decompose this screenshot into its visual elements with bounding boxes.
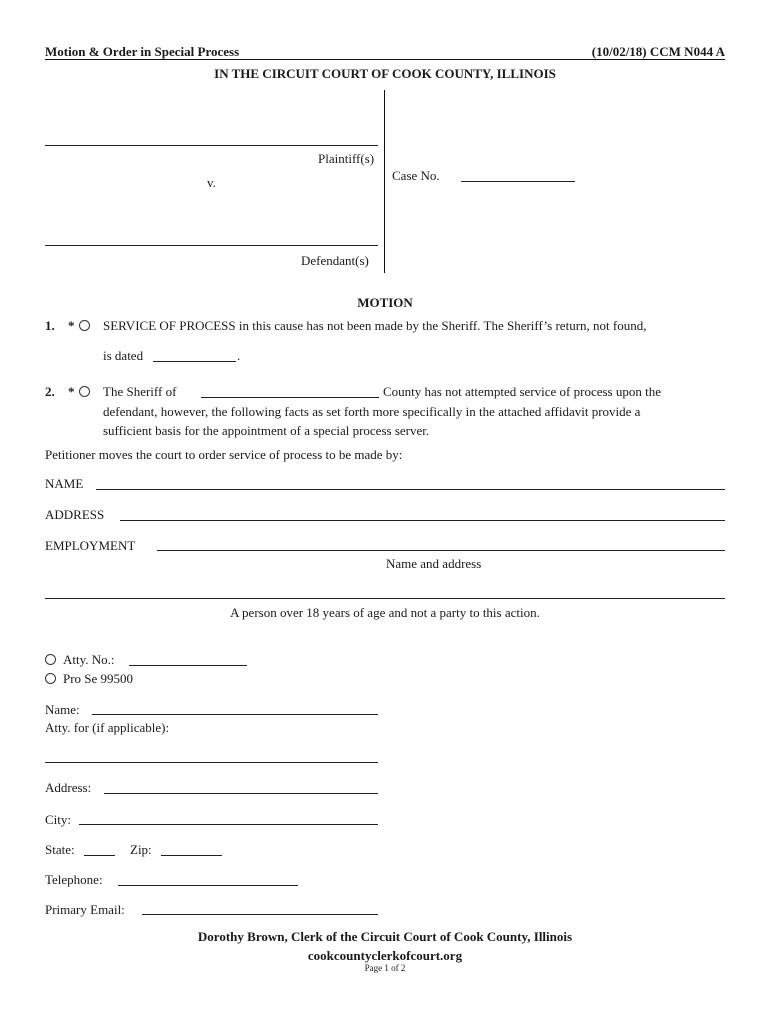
server-name-label: NAME xyxy=(45,476,84,491)
pro-se-label: Pro Se 99500 xyxy=(63,671,134,686)
form-code: (10/02/18) CCM N044 A xyxy=(591,44,725,59)
atty-name-line[interactable] xyxy=(92,714,378,715)
server-address-label: ADDRESS xyxy=(45,507,105,522)
zip-line[interactable] xyxy=(161,855,222,856)
versus-label: v. xyxy=(207,175,216,190)
form-title: Motion & Order in Special Process xyxy=(45,44,240,59)
server-employment-label: EMPLOYMENT xyxy=(45,538,136,553)
item1-period: . xyxy=(237,348,241,363)
item1-radio[interactable] xyxy=(79,320,90,331)
header-rule xyxy=(45,59,725,60)
server-name-line[interactable] xyxy=(96,489,725,490)
atty-name-label: Name: xyxy=(45,702,80,717)
plaintiff-line[interactable] xyxy=(45,145,378,146)
atty-for-line[interactable] xyxy=(45,762,378,763)
server-address-line[interactable] xyxy=(120,520,725,521)
item2-suffix: County has not attempted service of process upon the xyxy=(383,384,661,399)
item2-radio[interactable] xyxy=(79,386,90,397)
name-and-address-caption: Name and address xyxy=(386,556,482,571)
page-number: Page 1 of 2 xyxy=(364,963,406,973)
city-line[interactable] xyxy=(79,824,378,825)
pro-se-radio[interactable] xyxy=(45,673,56,684)
defendant-label: Defendant(s) xyxy=(301,253,369,268)
atty-no-label: Atty. No.: xyxy=(63,652,115,667)
clerk-website: cookcountyclerkofcourt.org xyxy=(307,948,463,963)
case-no-label: Case No. xyxy=(392,168,440,183)
state-line[interactable] xyxy=(84,855,115,856)
defendant-line[interactable] xyxy=(45,245,378,246)
sheriff-county-line[interactable] xyxy=(201,397,379,398)
case-no-line[interactable] xyxy=(461,181,575,182)
item1-text: SERVICE OF PROCESS in this cause has not been made by the Sheriff. The Sheriff’s return, not found, xyxy=(103,318,647,333)
atty-for-label: Atty. for (if applicable): xyxy=(45,720,170,735)
item1-star: * xyxy=(68,318,75,333)
item2-line3: sufficient basis for the appointment of a special process server. xyxy=(103,423,430,438)
petitioner-text: Petitioner moves the court to order service of process to be made by: xyxy=(45,447,403,462)
city-label: City: xyxy=(45,812,72,827)
zip-label: Zip: xyxy=(130,842,152,857)
atty-no-radio[interactable] xyxy=(45,654,56,665)
state-label: State: xyxy=(45,842,75,857)
caption-divider xyxy=(384,90,385,273)
telephone-line[interactable] xyxy=(118,885,298,886)
item2-prefix: The Sheriff of xyxy=(103,384,177,399)
item1-number: 1. xyxy=(45,318,55,333)
item1-date-line[interactable] xyxy=(153,361,236,362)
atty-no-line[interactable] xyxy=(129,665,247,666)
clerk-name: Dorothy Brown, Clerk of the Circuit Court of Cook County, Illinois xyxy=(197,929,573,944)
plaintiff-label: Plaintiff(s) xyxy=(318,151,375,166)
court-title: IN THE CIRCUIT COURT OF COOK COUNTY, ILLINOIS xyxy=(214,66,556,81)
motion-title: MOTION xyxy=(357,295,413,310)
item2-line2: defendant, however, the following facts as set forth more specifically in the attached affidavit provide a xyxy=(103,404,641,419)
telephone-label: Telephone: xyxy=(45,872,103,887)
email-label: Primary Email: xyxy=(45,902,125,917)
server-employment-line[interactable] xyxy=(157,550,725,551)
person-note: A person over 18 years of age and not a party to this action. xyxy=(230,605,540,620)
item1-dated-label: is dated xyxy=(103,348,144,363)
address-label: Address: xyxy=(45,780,92,795)
address-line[interactable] xyxy=(104,793,378,794)
item2-number: 2. xyxy=(45,384,55,399)
item2-star: * xyxy=(68,384,75,399)
employment-address-line[interactable] xyxy=(45,598,725,599)
email-line[interactable] xyxy=(142,914,378,915)
